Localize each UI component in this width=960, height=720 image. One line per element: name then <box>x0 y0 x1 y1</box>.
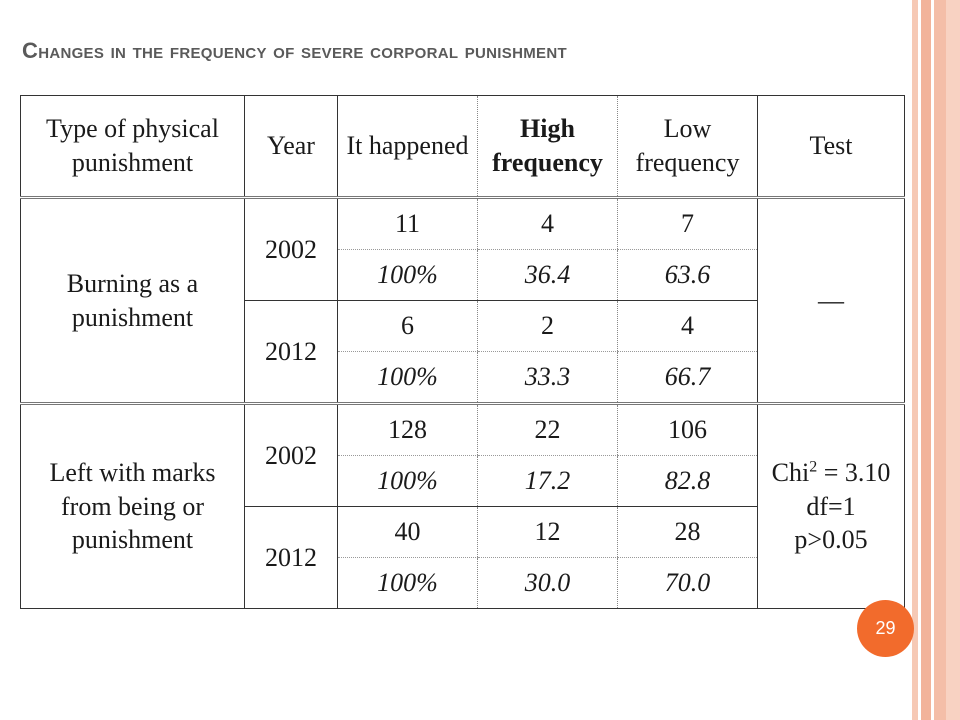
test-df: df=1 <box>806 491 856 521</box>
header-low-frequency: Low frequency <box>618 96 758 198</box>
pct-low: 66.7 <box>618 352 758 404</box>
count-high: 2 <box>478 301 618 352</box>
test-burning: — <box>758 198 905 404</box>
pct-high: 30.0 <box>478 558 618 609</box>
pct-low: 63.6 <box>618 250 758 301</box>
count-high: 22 <box>478 404 618 456</box>
year-cell: 2012 <box>245 507 338 609</box>
count-low: 106 <box>618 404 758 456</box>
count-low: 28 <box>618 507 758 558</box>
type-marks: Left with marks from being or punishment <box>21 404 245 609</box>
header-row <box>21 96 905 198</box>
header-year: Year <box>245 96 338 198</box>
count-high: 4 <box>478 198 618 250</box>
pct-happened: 100% <box>338 558 478 609</box>
test-chi: Chi$^2$ = 3.10 <box>771 457 891 487</box>
year-cell: 2002 <box>245 198 338 301</box>
header-happened: It happened <box>338 96 478 198</box>
header-test: Test <box>758 96 905 198</box>
test-marks <box>758 404 905 609</box>
test-p: p>0.05 <box>794 525 868 555</box>
pct-high: 33.3 <box>478 352 618 404</box>
pct-low: 82.8 <box>618 456 758 507</box>
pct-high: 17.2 <box>478 456 618 507</box>
type-burning: Burning as a punishment <box>21 198 245 404</box>
count-happened: 11 <box>338 198 478 250</box>
pct-happened: 100% <box>338 352 478 404</box>
count-happened: 128 <box>338 404 478 456</box>
header-high-frequency: High frequency <box>478 96 618 198</box>
page-number-badge: 29 <box>857 600 914 657</box>
count-low: 7 <box>618 198 758 250</box>
pct-low: 70.0 <box>618 558 758 609</box>
pct-high: 36.4 <box>478 250 618 301</box>
count-high: 12 <box>478 507 618 558</box>
count-happened: 6 <box>338 301 478 352</box>
count-low: 4 <box>618 301 758 352</box>
table-row <box>21 198 905 250</box>
pct-happened: 100% <box>338 456 478 507</box>
punishment-table <box>20 95 905 609</box>
count-happened: 40 <box>338 507 478 558</box>
pct-happened: 100% <box>338 250 478 301</box>
header-type: Type of physical punishment <box>21 96 245 198</box>
year-cell: 2002 <box>245 404 338 507</box>
decorative-stripes <box>912 0 960 720</box>
year-cell: 2012 <box>245 301 338 404</box>
table-row <box>21 404 905 456</box>
slide-title: Changes in the frequency of severe corporal punishment <box>22 38 567 63</box>
